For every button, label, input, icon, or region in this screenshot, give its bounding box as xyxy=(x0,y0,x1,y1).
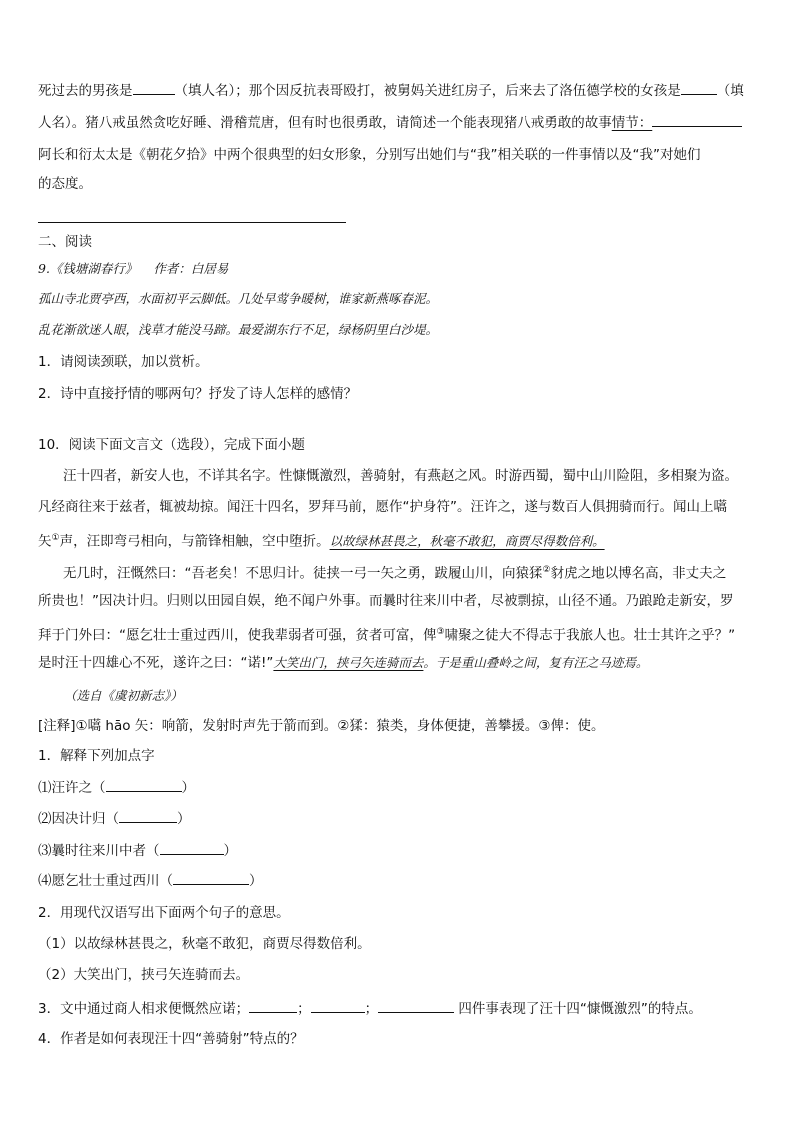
annotations: [注释]①嚆 hāo 矢：响箭，发射时声先于箭而到。②猱：猿类，身体便捷，善攀援。③俾：使。 xyxy=(38,718,605,734)
text: ⑵因决计归（ xyxy=(38,811,119,827)
question-9-title xyxy=(38,259,756,279)
text: 是时汪十四雄心不死，遂许之曰：“诺!” xyxy=(38,655,274,671)
fill-item xyxy=(38,840,756,861)
text: 拜于门外曰：“愿乞壮士重过西川，使我辈弱者可强，贫者可富，俾 xyxy=(38,627,437,644)
text: 矢 xyxy=(38,533,52,550)
text: ） xyxy=(223,843,237,859)
answer-blank[interactable] xyxy=(378,998,454,1013)
sub-question-item: （1）以故绿林甚畏之，秋毫不敢犯，商贾尽得数倍利。 xyxy=(38,936,371,952)
text: 情节： xyxy=(611,115,653,131)
text: 。于是重山叠岭之间，复有汪之马迹焉。 xyxy=(423,655,649,670)
footnote-marker: ② xyxy=(542,565,551,575)
passage-line: 所贵也！”因决计归。归则以田园自娱，绝不闻户外事。而曩时往来川中者，尽被剽掠，山径不通。乃踉跄走新安，罗 xyxy=(38,593,734,609)
sub-question: 1．请阅读颈联，加以赏析。 xyxy=(38,354,209,370)
poem-line: 孤山寺北贾亭西，水面初平云脚低。几处早莺争暖树，谁家新燕啄春泥。 xyxy=(38,291,439,306)
text: 3．文中通过商人相求便慨然应诺； xyxy=(38,1001,250,1017)
text: ） xyxy=(181,780,195,796)
text: ⑶曩时往来川中者（ xyxy=(38,843,160,859)
question-10-title: 10．阅读下面文言文（选段），完成下面小题 xyxy=(38,437,305,453)
text: ） xyxy=(177,811,191,827)
passage-line xyxy=(38,528,756,552)
text-line: 的态度。 xyxy=(38,176,92,192)
text: ； xyxy=(364,1001,379,1017)
answer-blank[interactable] xyxy=(133,80,175,95)
source-note: （选自《虞初新志》） xyxy=(64,688,183,703)
sub-question: 4．作者是如何表现汪十四“善骑射”特点的？ xyxy=(38,1031,304,1047)
sub-question xyxy=(38,998,756,1019)
text: （填 xyxy=(716,83,744,99)
text: ⑷愿乞壮士重过西川（ xyxy=(38,873,173,889)
sub-question: 1．解释下列加点字 xyxy=(38,748,155,764)
passage-line xyxy=(63,560,756,584)
text: ） xyxy=(249,873,263,889)
sub-question: 2．诗中直接抒情的哪两句？抒发了诗人怎样的感情？ xyxy=(38,386,358,402)
text: 无几时，汪慨然曰：“吾老矣！不思归计。徒挟一弓一矢之勇，跋履山川，向猿猱 xyxy=(63,565,543,582)
answer-blank[interactable] xyxy=(119,808,177,823)
footnote-marker: ③ xyxy=(436,627,445,637)
answer-blank[interactable] xyxy=(173,870,249,885)
answer-blank[interactable] xyxy=(160,840,224,855)
answer-blank[interactable] xyxy=(106,777,182,792)
passage-line: 凡经商往来于兹者，辄被劫掠。闻汪十四名，罗拜马前，愿作“护身符”。汪许之，遂与数百人俱拥骑而行。闻山上嚆 xyxy=(38,499,727,515)
passage-line: 汪十四者，新安人也，不详其名字。性慷慨激烈，善骑射，有燕赵之风。时游西蜀，蜀中山川险阻，多相聚为盗。 xyxy=(63,468,738,484)
fill-item xyxy=(38,870,756,891)
underlined-sentence: 大笑出门，挟弓矢连骑而去 xyxy=(273,655,424,670)
text: ； xyxy=(297,1001,311,1017)
text: 四件事表现了汪十四“慷慨激烈”的特点。 xyxy=(458,1001,702,1017)
footnote-marker: ① xyxy=(51,533,60,543)
text: 死过去的男孩是 xyxy=(38,83,133,99)
text: （填人名）；那个因反抗表哥殴打，被舅妈关进红房子，后来去了洛伍德学校的女孩是 xyxy=(174,83,681,99)
text: 声，汪即弯弓相向，与箭锋相触，空中堕折。 xyxy=(59,533,330,550)
text: 豺虎之地以博名高，非丈夫之 xyxy=(550,565,727,582)
answer-blank[interactable] xyxy=(681,80,717,95)
poem-line: 乱花渐欲迷人眼，浅草才能没马蹄。最爱湖东行不足，绿杨阴里白沙堤。 xyxy=(38,322,439,337)
answer-blank[interactable] xyxy=(652,112,742,127)
text: ⑴汪许之（ xyxy=(38,780,106,796)
text-line xyxy=(38,112,756,133)
text: 啸聚之徒大不得志于我旅人也。壮士其许之乎？” xyxy=(444,627,736,644)
answer-line[interactable] xyxy=(38,222,346,223)
answer-blank[interactable] xyxy=(249,998,297,1013)
sub-question-item: （2）大笑出门，挟弓矢连骑而去。 xyxy=(38,967,250,983)
passage-line xyxy=(38,653,756,673)
fill-item xyxy=(38,777,756,798)
text-line: 阿长和衍太太是《朝花夕拾》中两个很典型的妇女形象，分别写出她们与“我”相关联的一件事情以及“我”对她们 xyxy=(38,147,701,163)
text: 人名）。猪八戒虽然贪吃好睡、滑稽荒唐，但有时也很勇敢，请简述一个能表现猪八戒勇敢的故事 xyxy=(38,115,612,131)
fill-item xyxy=(38,808,756,829)
passage-line xyxy=(38,622,756,646)
text-line xyxy=(38,80,756,101)
answer-blank[interactable] xyxy=(311,998,365,1013)
underlined-sentence: 以故绿林甚畏之，秋毫不敢犯，商贾尽得数倍利。 xyxy=(329,533,605,549)
poem-title: 9.《钱塘湖春行》 xyxy=(38,261,138,276)
section-heading: 二、阅读 xyxy=(38,234,92,250)
sub-question: 2．用现代汉语写出下面两个句子的意思。 xyxy=(38,905,290,921)
poem-author: 作者：白居易 xyxy=(153,261,229,276)
